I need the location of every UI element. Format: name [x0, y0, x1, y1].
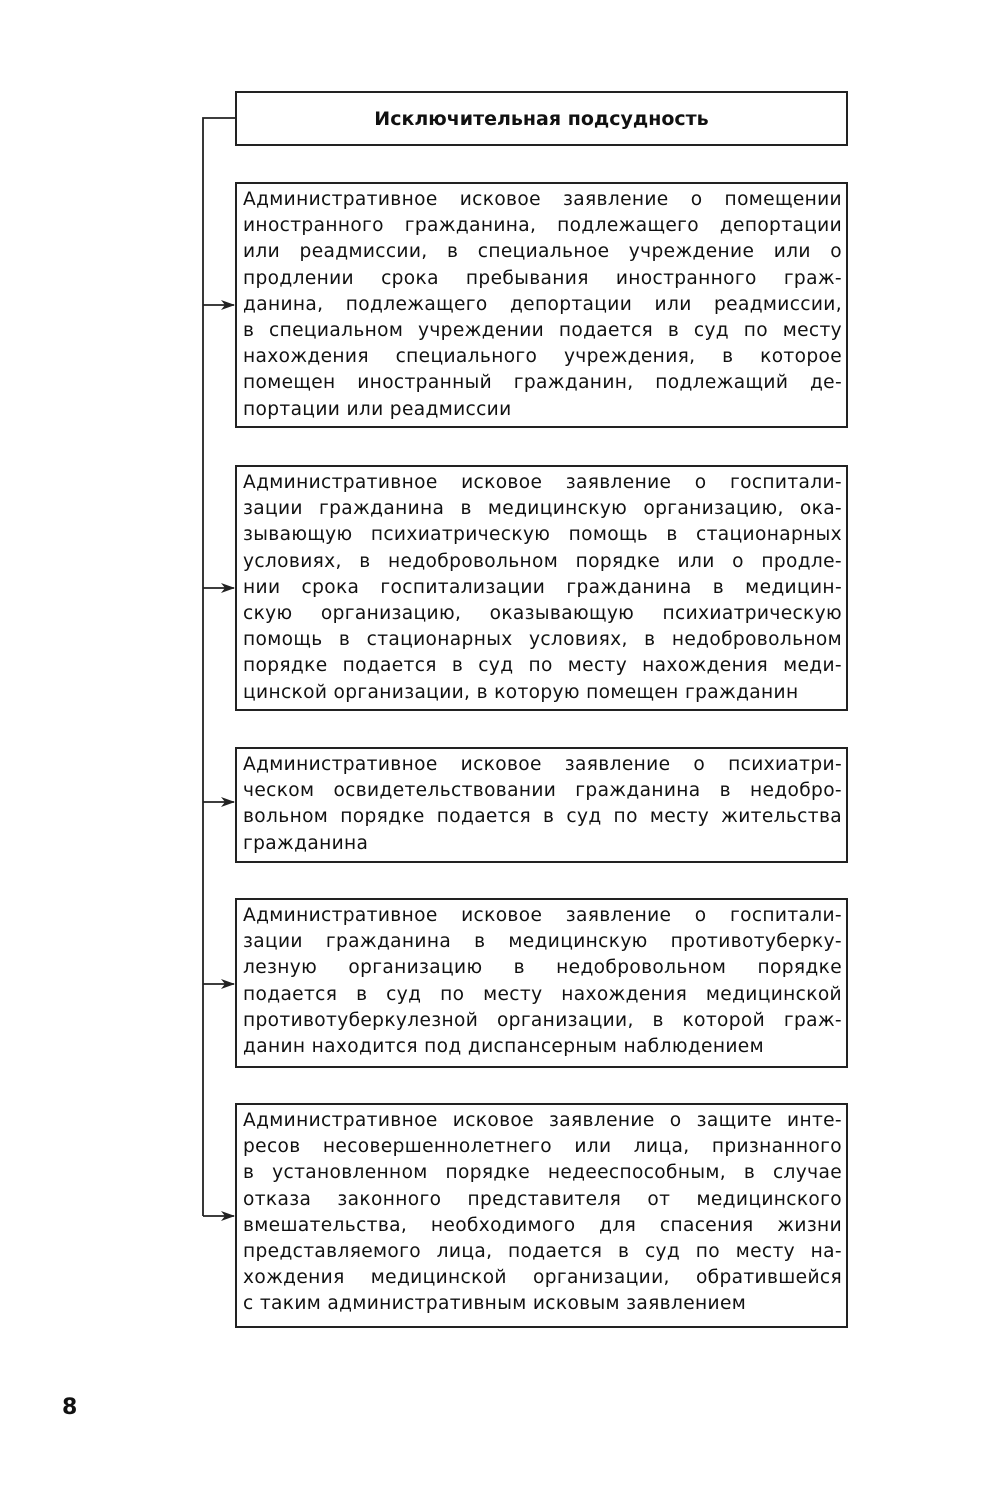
rule-box-psychiatric-hospitalization [235, 465, 848, 711]
text-line: цинской организации, в которую помещен гражданин [243, 681, 799, 703]
text-line: порядке подается в суд по месту нахождения меди- [243, 655, 842, 677]
text-line: ресов несовершеннолетнего или лица, признанного [243, 1136, 842, 1158]
text-line: Административное исковое заявление о госпитали- [243, 472, 842, 493]
rule-box-psychiatric-examination [235, 747, 848, 863]
text-line: противотуберкулезной организации, в которой граж- [243, 1009, 842, 1031]
text-line: данин находится под диспансерным наблюдением [243, 1036, 764, 1058]
text-line: условиях, в недобровольном порядке или о продле- [243, 550, 842, 572]
text-line: в специальном учреждении подается в суд по месту [243, 320, 842, 342]
text-line: зации гражданина в медицинскую организацию, ока- [243, 498, 842, 520]
text-line: иностранного гражданина, подлежащего депортации [243, 215, 842, 237]
text-line: лезную организацию в недобровольном порядке [243, 957, 842, 979]
text-line: скую организацию, оказывающую психиатрическую [243, 603, 842, 625]
text-line: вольном порядке подается в суд по месту жительства [243, 806, 842, 828]
text-line: зации гражданина в медицинскую противотуберку- [243, 931, 842, 953]
rule-box-foreign-citizen [235, 182, 848, 428]
text-line: помещен иностранный гражданин, подлежащий де- [243, 372, 842, 394]
rule-box-tuberculosis-hospitalization [235, 898, 848, 1068]
text-line: гражданина [243, 832, 369, 854]
text-line: нахождения специального учреждения, в которое [243, 346, 842, 368]
text-line: в установленном порядке недееспособным, в случае [243, 1162, 842, 1184]
rule-box-medical-intervention [235, 1103, 848, 1328]
text-line: нии срока госпитализации гражданина в медицин- [243, 576, 842, 598]
text-line: хождения медицинской организации, обратившейся [243, 1267, 842, 1289]
text-line: отказа законного представителя от медицинского [243, 1188, 842, 1210]
title-box [235, 91, 848, 146]
text-line: Административное исковое заявление о госпитали- [243, 905, 842, 926]
text-line: представляемого лица, подается в суд по месту на- [243, 1241, 842, 1263]
text-line: помощь в стационарных условиях, в недобровольном [243, 629, 842, 651]
text-line: Административное исковое заявление о защите инте- [243, 1110, 842, 1131]
text-line: ческом освидетельствовании гражданина в недобро- [243, 780, 842, 802]
connector-trunk [203, 118, 235, 1216]
text-line: подается в суд по месту нахождения медицинской [243, 983, 842, 1005]
text-line: портации или реадмиссии [243, 398, 512, 420]
text-line: Административное исковое заявление о помещении [243, 189, 842, 210]
page-number: 8 [62, 1395, 78, 1420]
text-line: или реадмиссии, в специальное учреждение или о [243, 241, 842, 263]
text-line: продлении срока пребывания иностранного граж- [243, 267, 842, 289]
text-line: вмешательства, необходимого для спасения жизни [243, 1214, 842, 1236]
text-line: данина, подлежащего депортации или реадмиссии, [243, 293, 842, 315]
text-line: с таким административным исковым заявлением [243, 1293, 747, 1315]
title-text: Исключительная подсудность [374, 107, 709, 130]
text-line: Административное исковое заявление о психиатри- [243, 754, 842, 775]
text-line: зывающую психиатрическую помощь в стационарных [243, 524, 842, 546]
